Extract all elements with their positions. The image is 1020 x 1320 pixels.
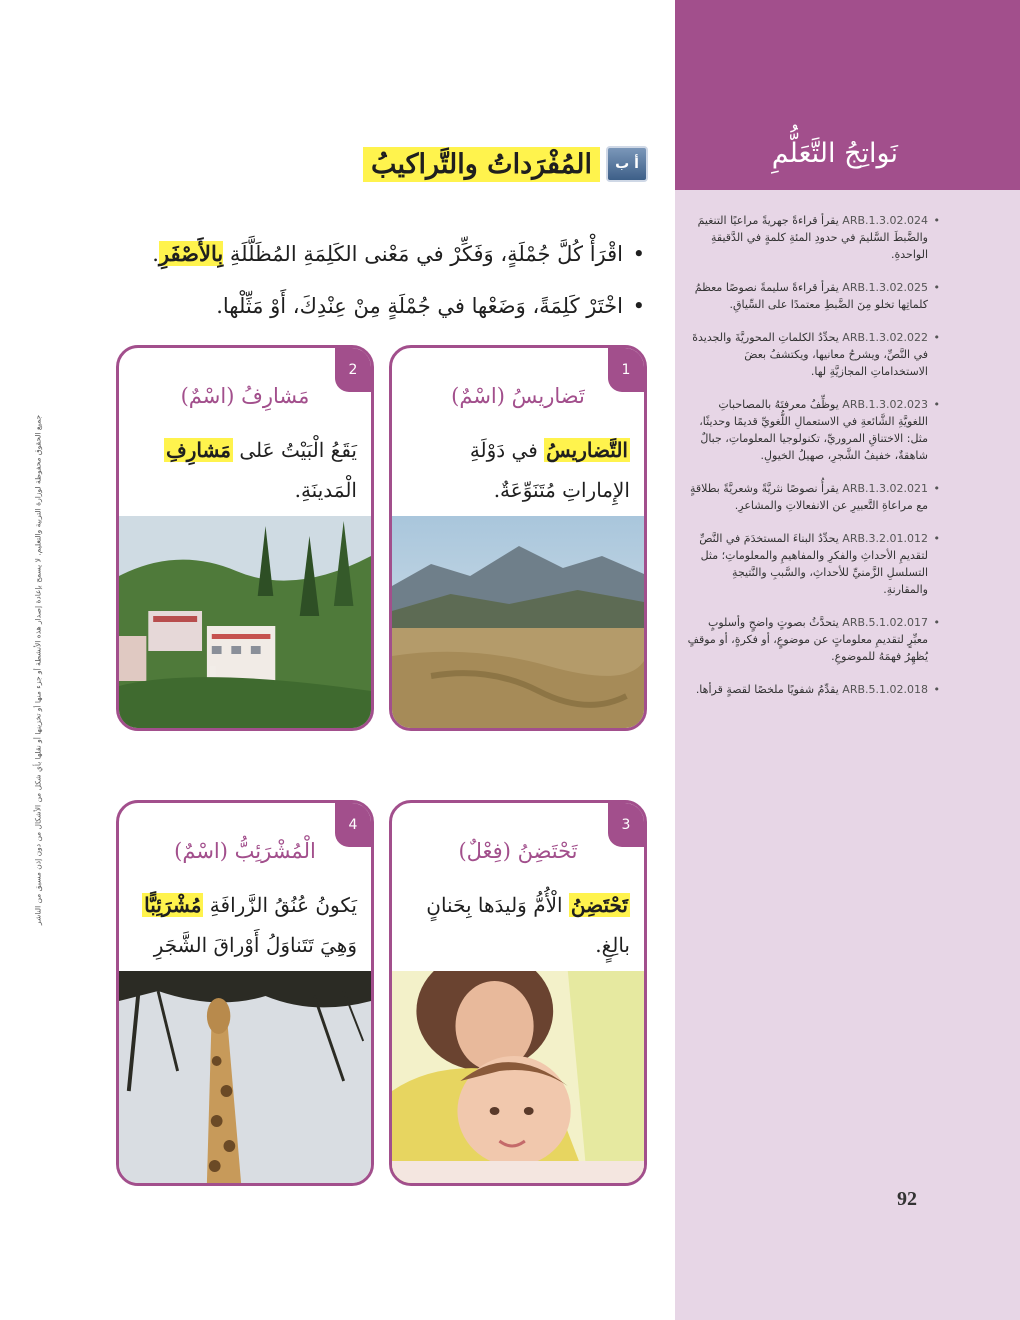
sentence-start: يَكونُ عُنُقُ الزَّرافَةِ [203,893,357,917]
vocab-card-2 [116,345,374,731]
outcome-text: يوظِّفُ معرفتَهُ بالمصاحباتِ اللغويَّةِ الشَّائعةِ في الاستعمالِ اللُّغويِّ قديمًا وحديثًا، مثل: الاختناقِ المروريِّ، تكنولوجيا المعلوماتِ، جبالٌ شاهقةٌ، خفيفُ الشَّجرِ، صهيلُ الخيولِ. [699,398,928,462]
outcome-item [685,212,940,263]
outcome-item [685,614,940,665]
sentence-rest: في دَوْلَةِ الإِماراتِ مُتَنَوِّعَةٌ. [469,438,630,502]
desert-mountains-image [392,516,644,728]
outcome-code: ARB.3.2.01.012 [842,532,928,545]
outcome-item [685,530,940,598]
outcomes-list [685,212,940,714]
section-title: المُفْرَداتُ والتَّراكيبُ [363,147,600,182]
vocab-card-1 [389,345,647,731]
outcome-text: يقرأ قراءةً سليمةً نصوصًا معظمُ كلماتِها تخلو مِنَ الضَّبطِ معتمدًا على السِّياقِ. [694,281,928,311]
section-heading [363,142,648,186]
outcome-item [685,279,940,313]
page-number: 92 [897,1188,917,1210]
outcome-text: يتحدَّثُ بصوتٍ واضحٍ وأسلوبٍ معبِّرٍ لتقديمِ معلوماتٍ عن موضوعٍ، أو فكرةٍ، أو موقفٍ يُظهِرُ فهمَهُ للموضوعِ. [687,616,928,663]
card-number: 2 [335,348,371,392]
card-word: الْمُشْرَئِبُّ (اسْمٌ) [174,839,316,863]
outcome-code: ARB.1.3.02.023 [842,398,928,411]
outcome-text: يحدِّدُ البناءَ المستخدَمَ في النَّصِّ لتقديمِ الأحداثِ والفكرِ والمفاهيمِ والمعلوماتِ؛ مثل التسلسلِ الزَّمنيِّ للأحداثِ، والسَّببِ والنَّتيجةِ والمقارنةِ. [699,532,928,596]
outcome-code: ARB.1.3.02.022 [842,331,928,344]
instruction-end: . [152,242,159,266]
outcome-item [685,396,940,464]
outcome-code: ARB.1.3.02.025 [842,281,928,294]
outcome-item [685,480,940,514]
card-word: تَضاريسُ (اسْمٌ) [451,384,585,408]
outcome-code: ARB.1.3.02.024 [842,214,928,227]
highlighted-word: مَشارِفِ [165,438,232,462]
instruction-item [115,238,645,270]
outcome-code: ARB.5.1.02.018 [842,683,928,696]
card-number: 4 [335,803,371,847]
card-sentence [406,430,630,510]
card-number: 3 [608,803,644,847]
vocab-card-4 [116,800,374,1186]
giraffe-tree-image [119,971,371,1183]
vocab-card-3 [389,800,647,1186]
card-word: تَحْتَضِنُ (فِعْلٌ) [458,839,578,863]
sentence-rest: الْأُمُّ وَليدَها بِحَنانٍ بالِغٍ. [426,893,630,957]
outcome-code: ARB.1.3.02.021 [842,482,928,495]
card-word: مَشارِفُ (اسْمٌ) [180,384,310,408]
sidebar-title: نَواتِجُ التَّعَلُّمِ [771,138,898,169]
instruction-item [115,290,645,322]
highlighted-word: التَّضاريسُ [546,438,628,462]
sidebar-header [675,0,1020,190]
hillside-town-image [119,516,371,728]
sentence-rest: وَهِيَ تَتَناوَلُ أَوْراقَ الشَّجَرِ [153,933,357,957]
outcome-text: يقرأُ نصوصًا نثريَّةً وشعريَّةً بطلاقةٍ مع مراعاةِ التَّعبيرِ عن الانفعالاتِ والمشاعرِ. [690,482,928,512]
outcome-item [685,329,940,380]
highlighted-word: بِالأَصْفَرِ [158,241,224,266]
instruction-text: اقْرَأْ كُلَّ جُمْلَةٍ، وَفَكِّرْ في مَعْنى الكَلِمَةِ المُظَلَّلَةِ [223,242,623,266]
alphabet-book-icon: أ ب [606,146,648,182]
outcome-item [685,681,940,698]
sentence-rest: الْمَدينَةِ. [294,478,357,502]
outcome-text: يقرأ قراءةً جهريةً مراعيًا التنغيمَ والضَّبطَ السَّليمَ في حدودِ المئةِ كلمةٍ في الدَّقيقةِ الواحدةِ. [697,214,928,261]
outcome-code: ARB.5.1.02.017 [842,616,928,629]
outcome-text: يقدِّمُ شفويًا ملخصًا لقصةٍ قرأها. [695,683,839,696]
card-sentence [133,430,357,510]
sentence-start: يَقَعُ الْبَيْتُ عَلى [233,438,357,462]
outcome-text: يحدِّدُ الكلماتِ المحوريَّةَ والجديدةَ في النَّصِّ، ويشرحُ معانيها، ويكتشفُ بعضَ الاستخداماتِ المجازيَّةِ لها. [692,331,928,378]
card-sentence [406,885,630,965]
highlighted-word: مُشْرَئِبًّا [144,893,202,917]
mother-baby-image [392,971,644,1183]
learning-outcomes-sidebar [675,0,1020,1320]
instruction-text: اخْتَرْ كَلِمَةً، وَضَعْها في جُمْلَةٍ مِنْ عِنْدِكَ، أَوْ مَثِّلْها. [216,294,623,318]
copyright-notice: جميع الحقوق محفوظة لوزارة التربية والتعليم. لا يسمح بإعادة إصدار هذه الأنشطة أو جزء منها أو تخزينها أو نقلها بأي شكل من الأشكال من دون إذن مسبق من الناشر [33,414,43,926]
instructions-list [115,238,645,342]
card-number: 1 [608,348,644,392]
highlighted-word: تَحْتَضِنُ [570,893,628,917]
